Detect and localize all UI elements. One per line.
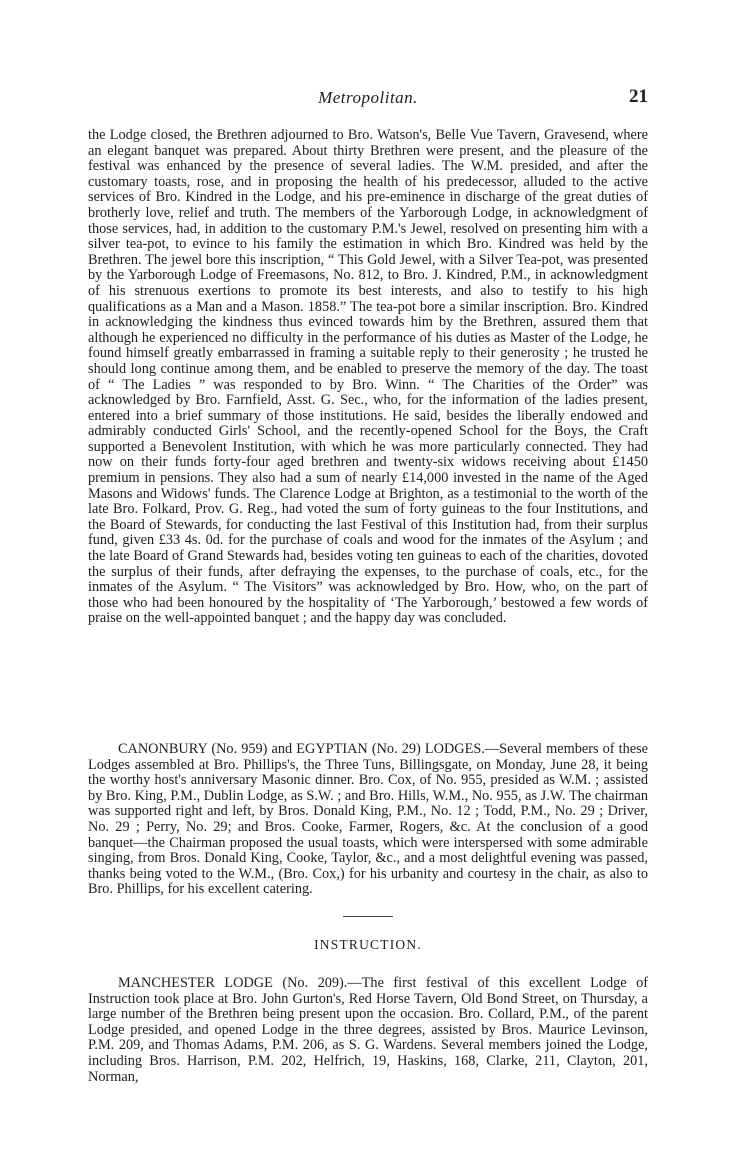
paragraph-manchester-lodge: MANCHESTER LODGE (No. 209).—The first festival of this excellent Lodge of Instruction took place at Bro. John Gurton's, Red Horse Tavern, Old Bond Street, on Thursday, a large number of the Brethren being present upon the occasion. Bro. Collard, P.M., of the parent Lodge presided, and opened Lodge in the three degrees, assisted by Bros. Maurice Levinson, P.M. 209, and Thomas Adams, P.M. 206, as S. G. Wardens. Several members joined the Lodge, including Bros. Harrison, P.M. 202, Helfrich, 19, Haskins, 168, Clarke, 211, Clayton, 201, Norman, — [88, 975, 648, 1085]
paragraph-canonbury-egyptian-lodges: CANONBURY (No. 959) and EGYPTIAN (No. 29) LODGES.—Several members of these Lodges assembled at Bro. Phillips's, the Three Tuns, Billingsgate, on Monday, June 28, it being the worthy host's anniversary Masonic dinner. Bro. Cox, of No. 955, presided as W.M. ; assisted by Bro. King, P.M., Dublin Lodge, as S.W. ; and Bro. Hills, W.M., No. 955, as J.W. The chairman was supported right and left, by Bros. Donald King, P.M., No. 12 ; Todd, P.M., No. 29 ; Driver, No. 29 ; Perry, No. 29; and Bros. Cooke, Farmer, Rogers, &c. At the conclusion of a good banquet—the Chairman proposed the usual toasts, which were interspersed with some admirable singing, from Bros. Donald King, Cooke, Taylor, &c., and a most delightful evening was passed, thanks being voted to the W.M., (Bro. Cox,) for his urbanity and courtesy in the chair, as also to Bro. Phillips, for his excellent catering. — [88, 741, 648, 898]
running-title: Metropolitan. — [318, 88, 418, 107]
running-head — [88, 88, 648, 112]
page-number: 21 — [629, 86, 648, 107]
section-heading-instruction: INSTRUCTION. — [314, 937, 422, 952]
paragraph-yarborough-lodge-banquet: the Lodge closed, the Brethren adjourned to Bro. Watson's, Belle Vue Tavern, Gravesend, where an elegant banquet was prepared. About thirty Brethren were present, and the pleasure of the festival was enhanced by the presence of several ladies. The W.M. presided, and after the customary toasts, rose, and in proposing the health of his predecessor, alluded to the active services of Bro. Kindred in the Lodge, and his pre-eminence in discharge of the great duties of brotherly love, relief and truth. The members of the Yarborough Lodge, in acknowledgment of those services, had, in addition to the customary P.M.'s Jewel, resolved on presenting him with a silver tea-pot, to evince to his family the estimation in which Bro. Kindred was held by the Brethren. The jewel bore this inscription, “ This Gold Jewel, with a Silver Tea-pot, was presented by the Yarborough Lodge of Freemasons, No. 812, to Bro. J. Kindred, P.M., in acknowledgment of his strenuous exertions to promote its best interests, and also to testify to his high qualifications as a Man and a Mason. 1858.” The tea-pot bore a similar inscription. Bro. Kindred in acknowledging the kindness thus evinced towards him by the Brethren, assured them that although he experienced no difficulty in the performance of his duties as Master of the Lodge, he found himself greatly embarrassed in framing a suitable reply to their generosity ; he trusted he should long continue among them, and be enabled to preserve the memory of the day. The toast of “ The Ladies ” was responded to by Bro. Winn. “ The Charities of the Order” was acknowledged by Bro. Farnfield, Asst. G. Sec., who, for the information of the ladies present, entered into a brief summary of those institutions. He said, besides the liberally endowed and admirably conducted Girls' School, and the recently-opened School for the Boys, the Craft supported a Benevolent Institution, with which he was more particularly connected. They had now on their funds forty-four aged brethren and twenty-six widows receiving about £1450 premium in pensions. They also had a sum of nearly £14,000 invested in the name of the Aged Masons and Widows' funds. The Clarence Lodge at Brighton, as a testimonial to the worth of the late Bro. Folkard, Prov. G. Reg., had voted the sum of forty guineas to the four Institutions, and the Board of Stewards, for conducting the last Festival of this Institution had, from their surplus fund, given £33 4s. 0d. for the purchase of coals and wood for the inmates of the Asylum ; and the late Board of Grand Stewards had, besides voting ten guineas to each of the charities, dovoted the surplus of their funds, after defraying the expenses, to the purchase of coals, etc., for the inmates of the Asylum. “ The Visitors” was acknowledged by Bro. How, who, on the part of those who had been honoured by the hospitality of ‘The Yarborough,’ bestowed a few words of praise on the well-appointed banquet ; and the happy day was concluded. — [88, 127, 648, 627]
section-divider — [343, 916, 393, 917]
